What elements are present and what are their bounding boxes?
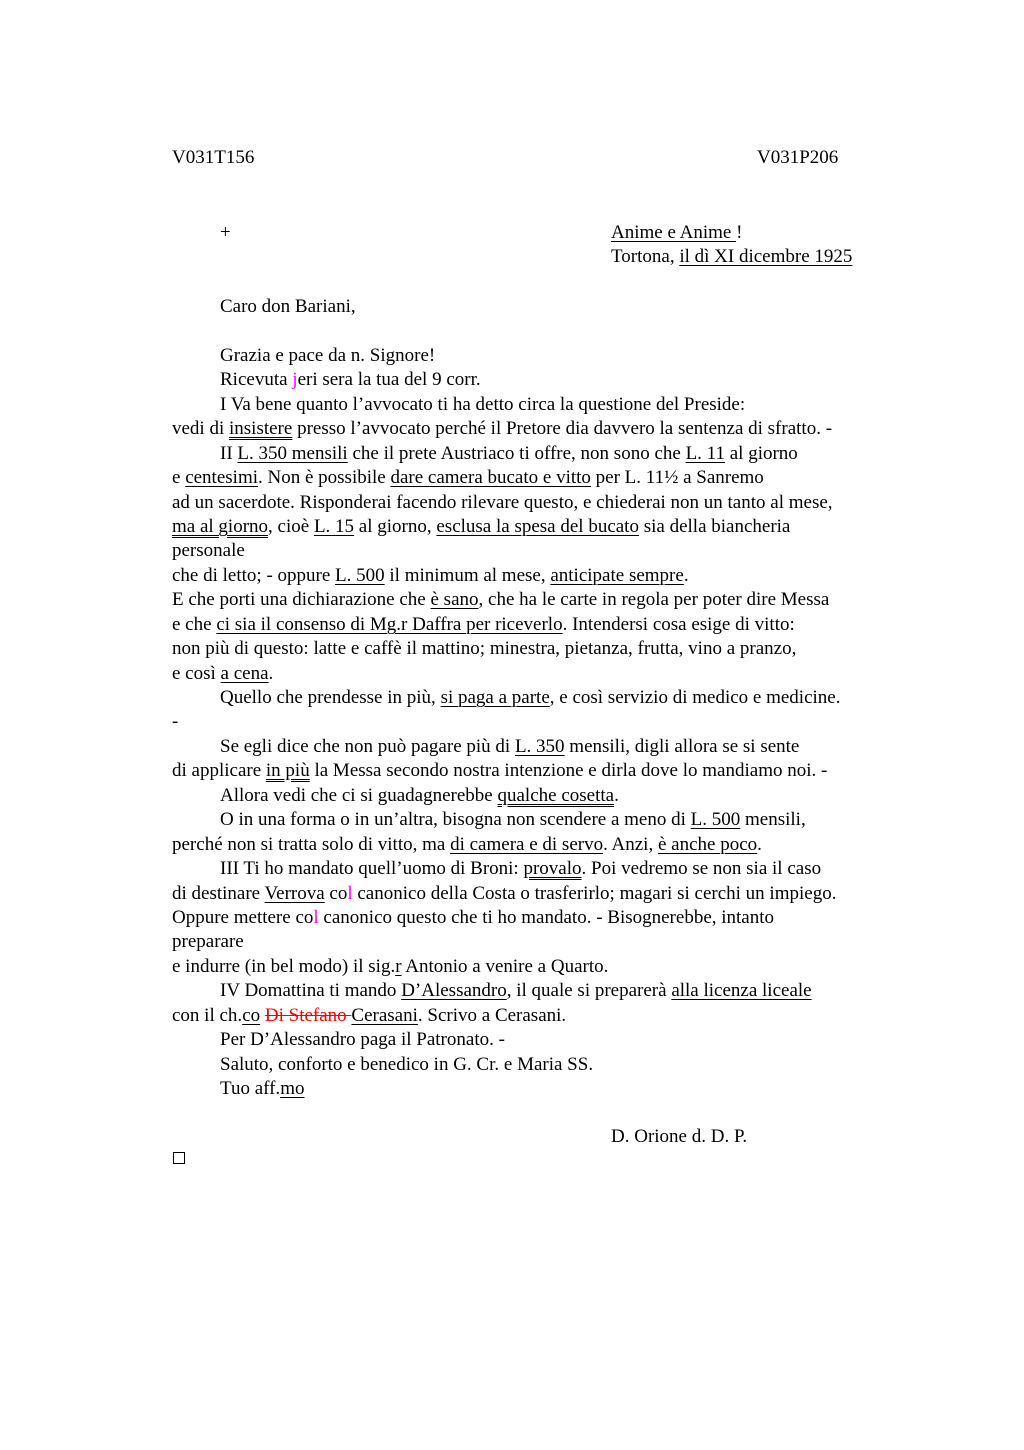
letter-line: II L. 350 mensili che il prete Austriaco ti offre, non sono che L. 11 al giorno	[220, 443, 798, 464]
salutation: Caro don Bariani,	[220, 296, 356, 317]
letter-line: -	[172, 711, 179, 732]
motto-text: Anime e Anime	[611, 222, 737, 243]
letter-line: IV Domattina ti mando D’Alessandro, il quale si preparerà alla licenza liceale	[220, 980, 812, 1001]
letter-line: Oppure mettere col canonico questo che ti ho mandato. - Bisognerebbe, intanto	[172, 907, 775, 928]
letter-line: perché non si tratta solo di vitto, ma di camera e di servo. Anzi, è anche poco.	[172, 834, 762, 855]
letter-line: Allora vedi che ci si guadagnerebbe qualche cosetta.	[220, 785, 619, 806]
letter-line: Grazia e pace da n. Signore!	[220, 345, 436, 366]
letter-line: di applicare in più la Messa secondo nostra intenzione e dirla dove lo mandiamo noi. -	[172, 760, 828, 781]
letter-line: Ricevuta jeri sera la tua del 9 corr.	[220, 369, 481, 390]
letter-line: Tuo aff.mo	[220, 1078, 305, 1099]
letter-line: e così a cena.	[172, 663, 274, 684]
letter-line: E che porti una dichiarazione che è sano, che ha le carte in regola per poter dire Messa	[172, 589, 830, 610]
motto	[611, 222, 742, 244]
letter-line: Per D’Alessandro paga il Patronato. -	[220, 1029, 505, 1050]
letter-line: Quello che prendesse in più, si paga a parte, e così servizio di medico e medicine.	[220, 687, 841, 708]
document-code-right: V031P206	[757, 147, 839, 168]
letter-line: e centesimi. Non è possibile dare camera bucato e vitto per L. 11½ a Sanremo	[172, 467, 764, 488]
motto-exclamation: !	[736, 222, 743, 243]
document-code-left: V031T156	[172, 147, 255, 168]
letter-line: di destinare Verrova col canonico della Costa o trasferirlo; magari si cerchi un impiego.	[172, 883, 837, 904]
place: Tortona,	[611, 246, 680, 267]
letter-line: Se egli dice che non può pagare più di L. 350 mensili, digli allora se si sente	[220, 736, 800, 757]
letter-line: con il ch.co Di Stefano Cerasani. Scrivo a Cerasani.	[172, 1005, 567, 1026]
place-date	[611, 246, 852, 268]
cross-symbol: +	[220, 222, 231, 243]
letter-line: personale	[172, 540, 245, 561]
letter-line: e che ci sia il consenso di Mg.r Daffra per riceverlo. Intendersi cosa esige di vitto:	[172, 614, 795, 635]
letter-line: Saluto, conforto e benedico in G. Cr. e Maria SS.	[220, 1054, 594, 1075]
letter-line: ma al giorno, cioè L. 15 al giorno, esclusa la spesa del bucato sia della biancheria	[172, 516, 791, 537]
letter-line: O in una forma o in un’altra, bisogna non scendere a meno di L. 500 mensili,	[220, 809, 806, 830]
letter-line: e indurre (in bel modo) il sig.r Antonio a venire a Quarto.	[172, 956, 609, 977]
checkbox-square-icon	[173, 1152, 185, 1164]
signature: D. Orione d. D. P.	[611, 1126, 748, 1147]
letter-line: che di letto; - oppure L. 500 il minimum al mese, anticipate sempre.	[172, 565, 689, 586]
date: il dì XI dicembre 1925	[679, 246, 853, 267]
letter-line: preparare	[172, 931, 244, 952]
letter-line: I Va bene quanto l’avvocato ti ha detto circa la questione del Preside:	[220, 394, 746, 415]
letter-line: non più di questo: latte e caffè il mattino; minestra, pietanza, frutta, vino a pranzo,	[172, 638, 797, 659]
letter-line: vedi di insistere presso l’avvocato perché il Pretore dia davvero la sentenza di sfratto. -	[172, 418, 833, 439]
letter-line: ad un sacerdote. Risponderai facendo rilevare questo, e chiederai non un tanto al mese,	[172, 492, 833, 513]
deleted-text: Di Stefano	[264, 1005, 352, 1026]
letter-line: III Ti ho mandato quell’uomo di Broni: provalo. Poi vedremo se non sia il caso	[220, 858, 822, 879]
